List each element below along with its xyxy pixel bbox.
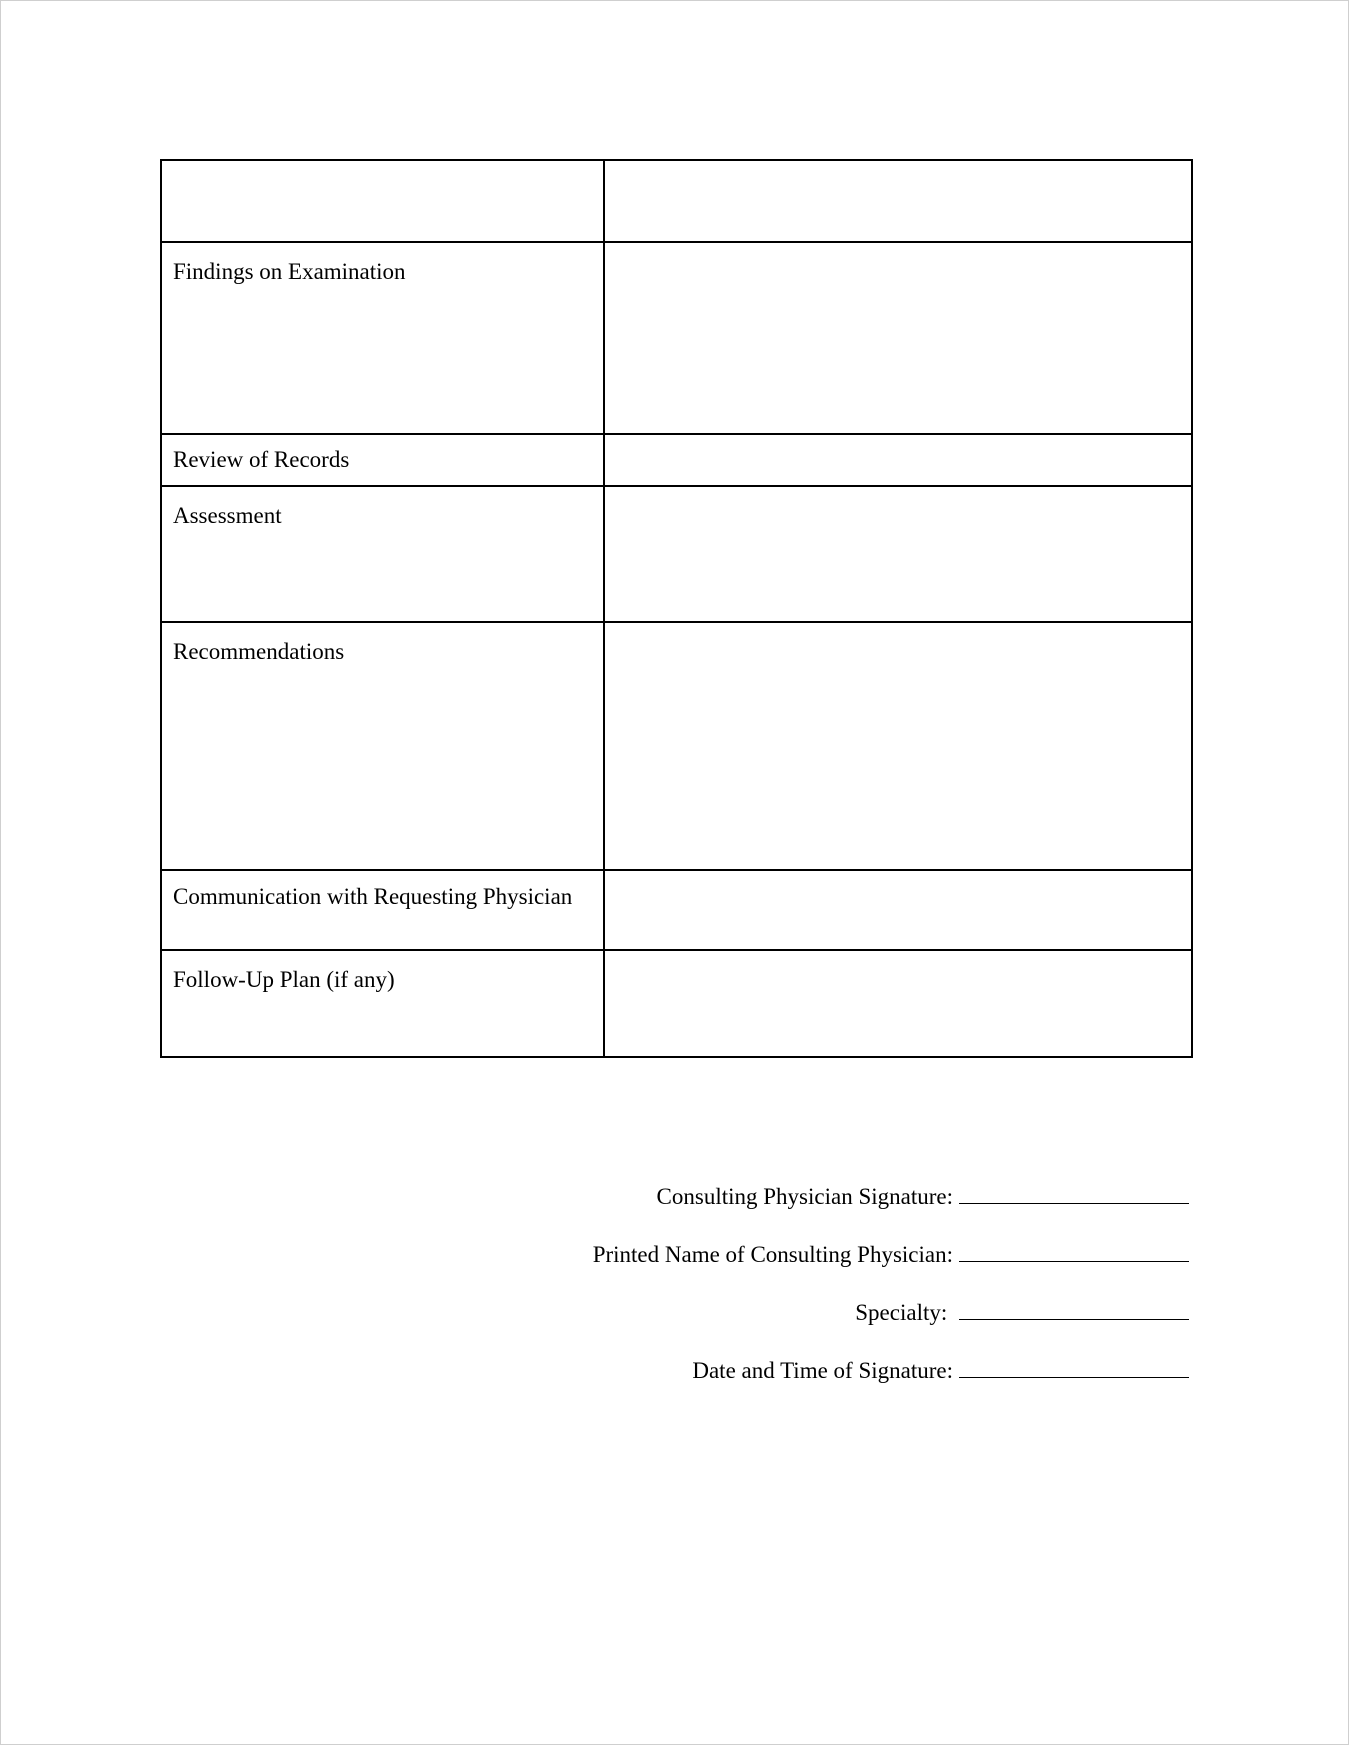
- recommendations-label: Recommendations: [161, 622, 604, 870]
- datetime-label: Date and Time of Signature:: [692, 1358, 953, 1383]
- follow-up-plan-field[interactable]: [604, 950, 1192, 1057]
- review-of-records-field[interactable]: [604, 434, 1192, 486]
- datetime-row: [593, 1355, 1189, 1383]
- printed-name-row: [593, 1239, 1189, 1267]
- signature-label: Consulting Physician Signature:: [656, 1184, 953, 1209]
- assessment-field[interactable]: [604, 486, 1192, 622]
- datetime-line[interactable]: [959, 1355, 1189, 1378]
- table-row: [161, 242, 1192, 434]
- assessment-label: Assessment: [161, 486, 604, 622]
- recommendations-field[interactable]: [604, 622, 1192, 870]
- signature-row: [593, 1181, 1189, 1209]
- specialty-line[interactable]: [959, 1297, 1189, 1320]
- table-row: [161, 950, 1192, 1057]
- printed-name-label: Printed Name of Consulting Physician:: [592, 1242, 953, 1267]
- review-of-records-label: Review of Records: [161, 434, 604, 486]
- communication-label: Communication with Requesting Physician: [161, 870, 604, 950]
- table-row: [161, 160, 1192, 242]
- specialty-label: Specialty:: [855, 1300, 953, 1325]
- consultation-form-table: [160, 159, 1193, 1058]
- communication-field[interactable]: [604, 870, 1192, 950]
- row-value-field[interactable]: [604, 160, 1192, 242]
- row-label: [161, 160, 604, 242]
- follow-up-plan-label: Follow-Up Plan (if any): [161, 950, 604, 1057]
- table-row: [161, 434, 1192, 486]
- table-row: [161, 870, 1192, 950]
- findings-label: Findings on Examination: [161, 242, 604, 434]
- findings-field[interactable]: [604, 242, 1192, 434]
- table-row: [161, 622, 1192, 870]
- printed-name-line[interactable]: [959, 1239, 1189, 1262]
- specialty-row: [593, 1297, 1189, 1325]
- signature-line[interactable]: [959, 1181, 1189, 1204]
- signature-block: [593, 1181, 1189, 1413]
- table-row: [161, 486, 1192, 622]
